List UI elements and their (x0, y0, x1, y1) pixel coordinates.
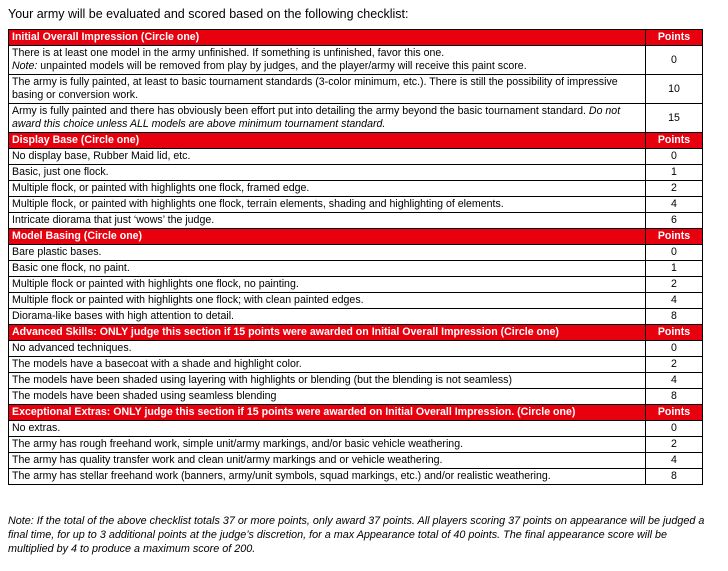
criterion-description (9, 341, 646, 357)
points-value: 0 (646, 149, 703, 165)
criterion-text: The models have a basecoat with a shade and highlight color. (12, 358, 302, 370)
points-value: 0 (646, 421, 703, 437)
section-title: Exceptional Extras: ONLY judge this section if 15 points were awarded on Initial Overall Impression. (Circle one) (9, 405, 646, 421)
points-header: Points (646, 405, 703, 421)
checklist-row (9, 293, 703, 309)
criterion-description (9, 469, 646, 485)
checklist-row (9, 453, 703, 469)
section-header (9, 325, 703, 341)
points-value: 0 (646, 46, 703, 75)
checklist-row (9, 373, 703, 389)
criterion-italic-text: Do not award this choice unless ALL models are above minimum tournament standard. (12, 105, 621, 130)
criterion-description (9, 261, 646, 277)
points-value: 1 (646, 261, 703, 277)
points-header: Points (646, 30, 703, 46)
points-header: Points (646, 229, 703, 245)
criterion-text: Multiple flock or painted with highlights one flock, no painting. (12, 278, 299, 290)
points-value: 0 (646, 341, 703, 357)
criterion-description (9, 104, 646, 133)
points-value: 8 (646, 469, 703, 485)
section-header (9, 229, 703, 245)
section-header (9, 405, 703, 421)
criterion-text: The army has stellar freehand work (banners, army/unit symbols, squad markings, etc.) and/or realistic weathering. (12, 470, 551, 482)
points-value: 4 (646, 197, 703, 213)
section-title: Advanced Skills: ONLY judge this section if 15 points were awarded on Initial Overall Impression (Circle one) (9, 325, 646, 341)
points-header: Points (646, 325, 703, 341)
criterion-description (9, 245, 646, 261)
checklist-row (9, 261, 703, 277)
points-value: 1 (646, 165, 703, 181)
checklist-row (9, 437, 703, 453)
note-label: Note: (12, 60, 38, 72)
intro-text: Your army will be evaluated and scored based on the following checklist: (8, 7, 409, 21)
criterion-description (9, 309, 646, 325)
checklist-row (9, 245, 703, 261)
criterion-text: No display base, Rubber Maid lid, etc. (12, 150, 191, 162)
checklist-row (9, 149, 703, 165)
checklist-row (9, 165, 703, 181)
criterion-description (9, 357, 646, 373)
criterion-description (9, 389, 646, 405)
criterion-text: No extras. (12, 422, 61, 434)
note-text: unpainted models will be removed from play by judges, and the player/army will receive this paint score. (37, 60, 527, 72)
points-value: 2 (646, 357, 703, 373)
section-title: Model Basing (Circle one) (9, 229, 646, 245)
criterion-text: The army has quality transfer work and clean unit/army markings and or vehicle weathering. (12, 454, 443, 466)
checklist-row (9, 309, 703, 325)
checklist-row (9, 213, 703, 229)
section-title: Initial Overall Impression (Circle one) (9, 30, 646, 46)
criterion-text: There is at least one model in the army unfinished. If something is unfinished, favor this one. (12, 47, 445, 59)
criterion-description (9, 373, 646, 389)
criterion-text: The models have been shaded using seamless blending (12, 390, 277, 402)
section-title: Display Base (Circle one) (9, 133, 646, 149)
criterion-description (9, 181, 646, 197)
criterion-text: The army is fully painted, at least to basic tournament standards (3-color minimum, etc.). There is still the possibility of impressive basing or conversion work. (12, 76, 618, 101)
criterion-description (9, 293, 646, 309)
points-value: 0 (646, 245, 703, 261)
criterion-description (9, 277, 646, 293)
criterion-text: Army is fully painted and there has obviously been effort put into detailing the army beyond the basic tournament standard. (12, 105, 589, 117)
points-value: 6 (646, 213, 703, 229)
points-value: 8 (646, 309, 703, 325)
criterion-description (9, 149, 646, 165)
points-value: 4 (646, 293, 703, 309)
section-header (9, 30, 703, 46)
criterion-text: Intricate diorama that just ‘wows’ the judge. (12, 214, 215, 226)
checklist-table (8, 29, 703, 485)
checklist-row (9, 197, 703, 213)
points-value: 4 (646, 373, 703, 389)
criterion-text: Multiple flock, or painted with highlights one flock, terrain elements, shading and highlighting of elements. (12, 198, 504, 210)
criterion-text: The army has rough freehand work, simple unit/army markings, and/or basic vehicle weathering. (12, 438, 464, 450)
checklist-row (9, 469, 703, 485)
checklist-row (9, 277, 703, 293)
checklist-row (9, 421, 703, 437)
points-value: 2 (646, 181, 703, 197)
points-value: 15 (646, 104, 703, 133)
checklist-row (9, 46, 703, 75)
criterion-text: Bare plastic bases. (12, 246, 102, 258)
criterion-description (9, 46, 646, 75)
criterion-text: No advanced techniques. (12, 342, 132, 354)
criterion-description (9, 213, 646, 229)
criterion-text: Diorama-like bases with high attention to detail. (12, 310, 234, 322)
checklist-row (9, 75, 703, 104)
criterion-text: Basic, just one flock. (12, 166, 109, 178)
points-value: 4 (646, 453, 703, 469)
points-value: 2 (646, 437, 703, 453)
checklist-row (9, 389, 703, 405)
criterion-description (9, 197, 646, 213)
checklist-body (9, 30, 703, 485)
criterion-description (9, 165, 646, 181)
section-header (9, 133, 703, 149)
checklist-row (9, 341, 703, 357)
checklist-row (9, 181, 703, 197)
criterion-text: Basic one flock, no paint. (12, 262, 130, 274)
criterion-text: The models have been shaded using layering with highlights or blending (but the blending is not seamless) (12, 374, 512, 386)
criterion-description (9, 421, 646, 437)
checklist-row (9, 357, 703, 373)
footnote: Note: If the total of the above checklist totals 37 or more points, only award 37 points. All players scoring 37 points on appearance will be judged a final time, for up to 3 additional points at the judge’s discretion, for a max Appearance total of 40 points. The final appearance score will be multiplied by 4 to produce a maximum score of 200. (8, 515, 705, 555)
points-value: 10 (646, 75, 703, 104)
points-header: Points (646, 133, 703, 149)
criterion-description (9, 75, 646, 104)
checklist-row (9, 104, 703, 133)
points-value: 8 (646, 389, 703, 405)
criterion-text: Multiple flock or painted with highlights one flock; with clean painted edges. (12, 294, 364, 306)
criterion-description (9, 437, 646, 453)
criterion-description (9, 453, 646, 469)
criterion-text: Multiple flock, or painted with highlights one flock, framed edge. (12, 182, 310, 194)
points-value: 2 (646, 277, 703, 293)
